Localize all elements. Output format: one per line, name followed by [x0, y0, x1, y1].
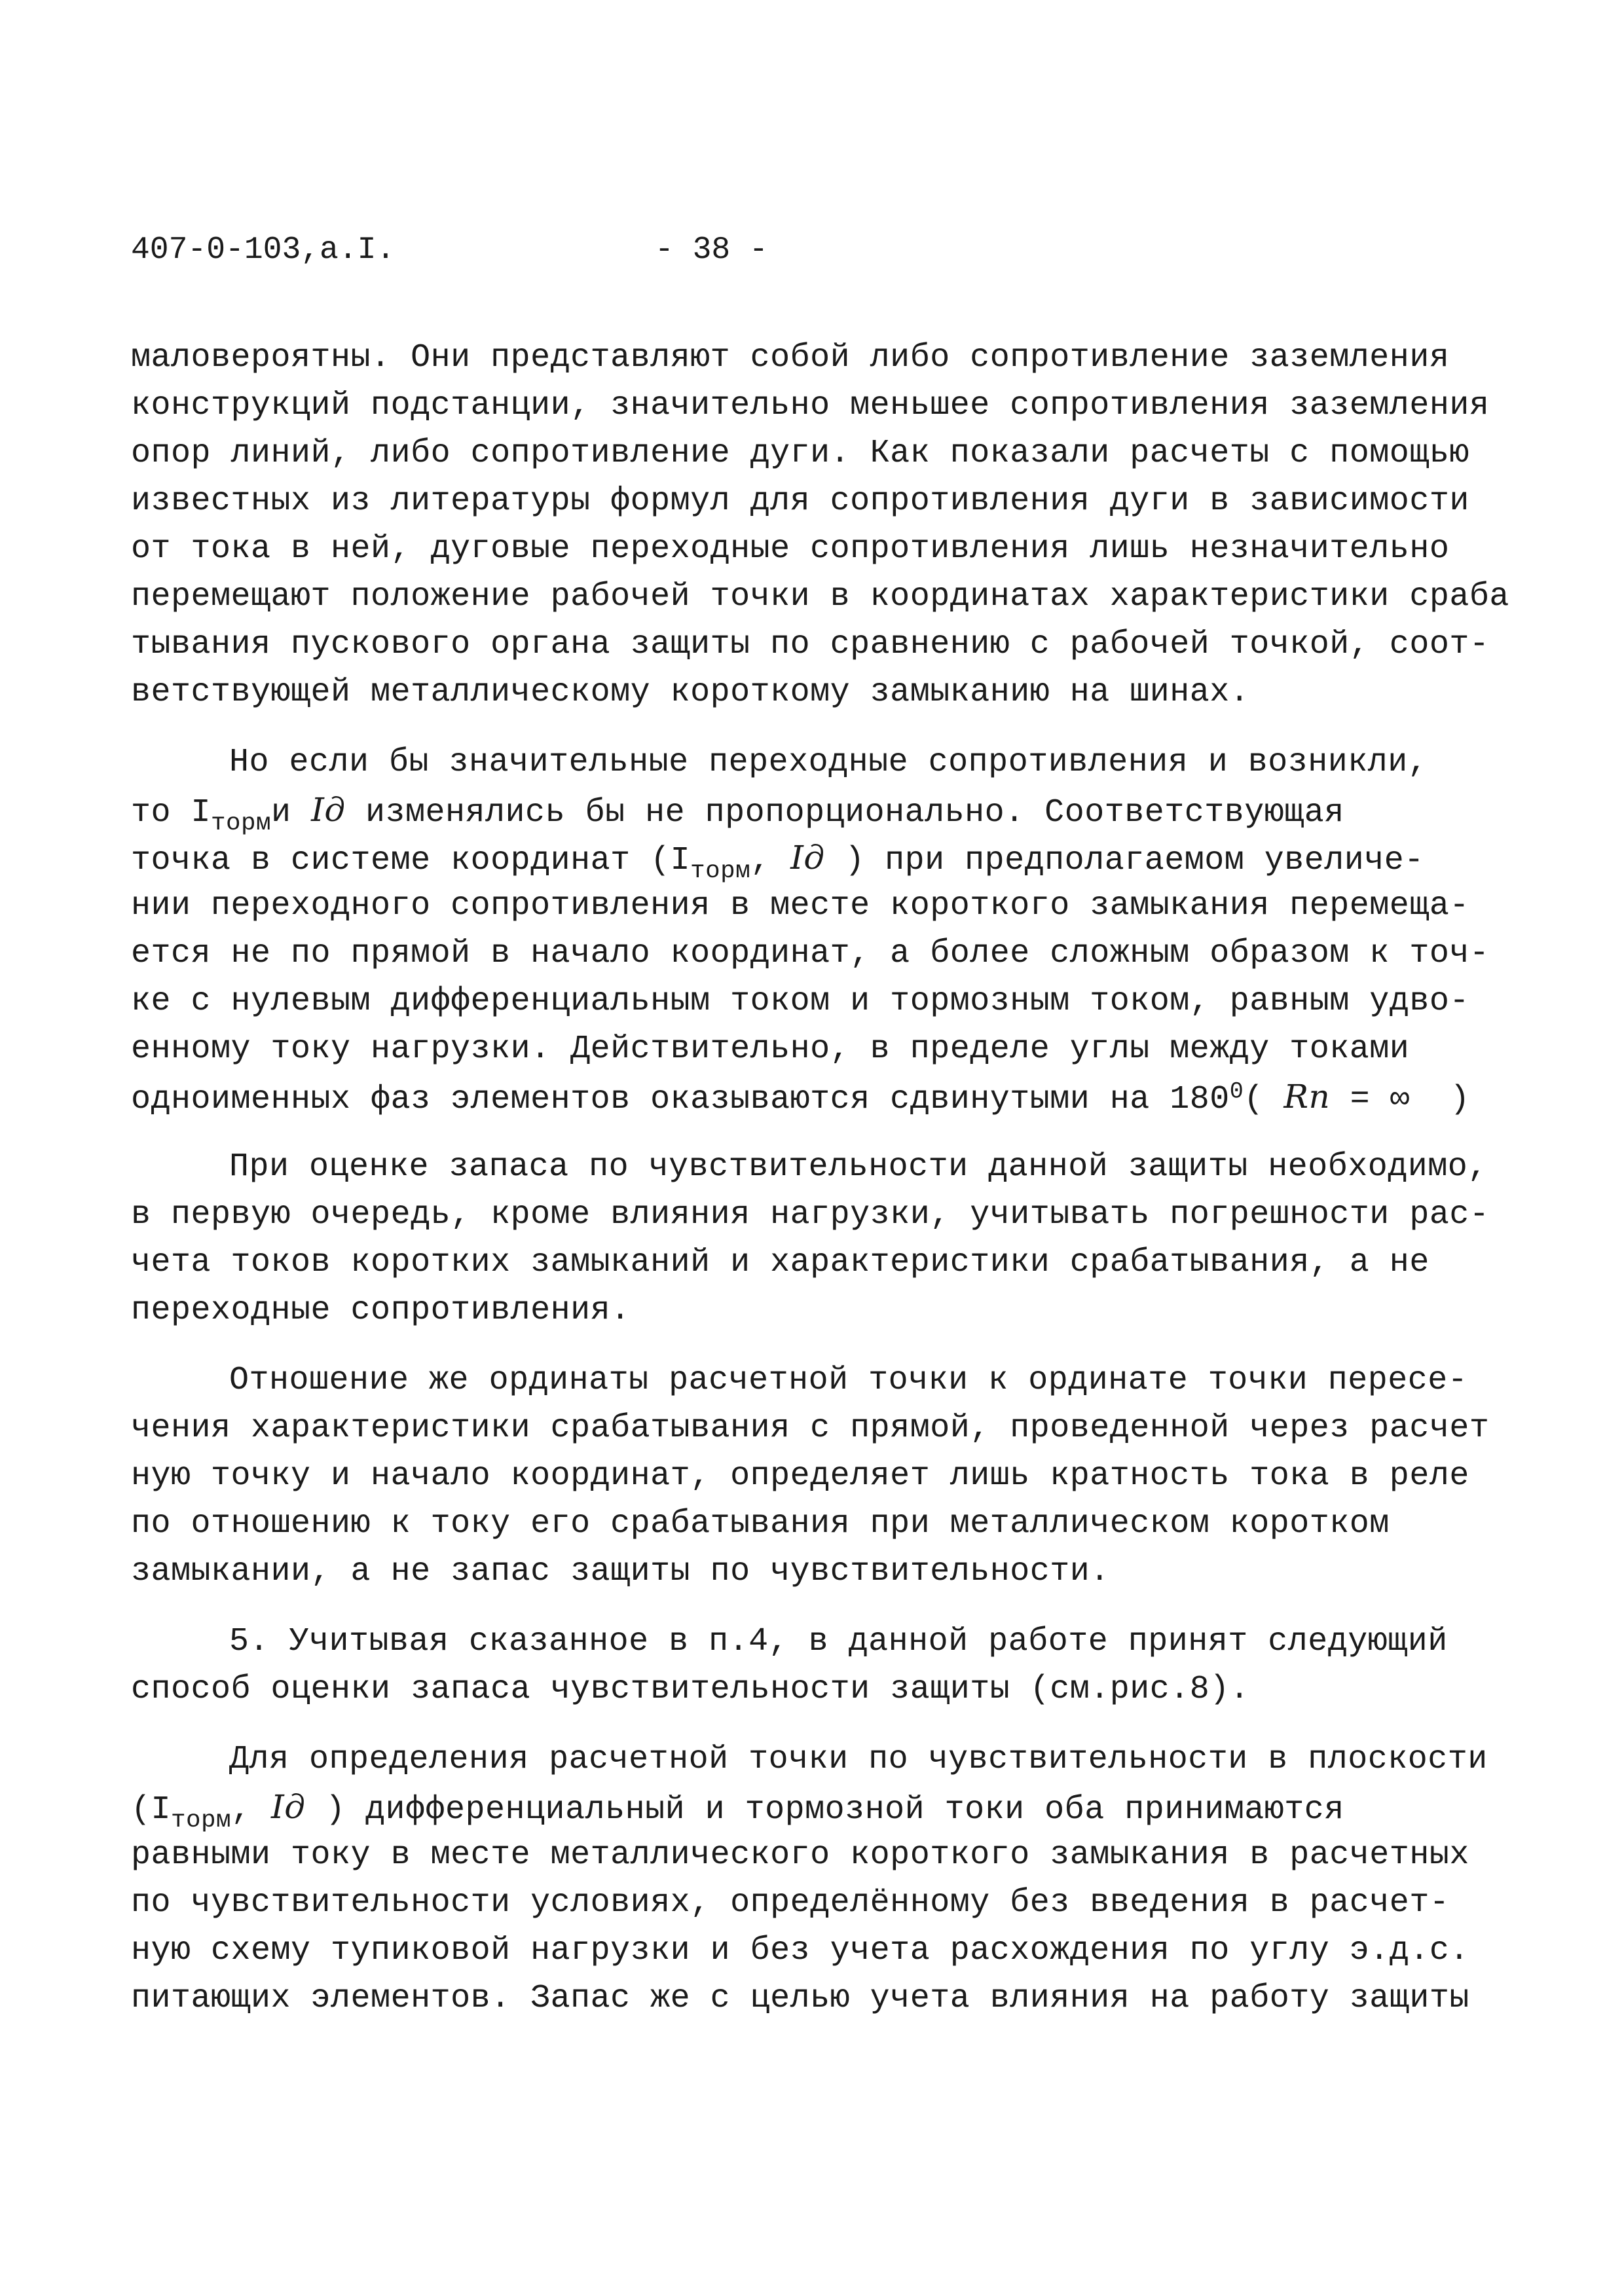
text-fragment: изменялись бы не пропорционально. Соответствующая: [345, 794, 1344, 831]
text-line: Для определения расчетной точки по чувствительности в плоскости: [229, 1741, 1488, 1778]
text-line: конструкций подстанции, значительно меньшее сопротивления заземления: [131, 387, 1490, 424]
math-symbol-id: Iд: [790, 839, 825, 877]
text-line: ную схему тупиковой нагрузки и без учета расхождения по углу э.д.с.: [131, 1932, 1469, 1969]
text-line-formula: [131, 1783, 1513, 1835]
text-fragment: (I: [131, 1791, 172, 1829]
text-line: нии переходного сопротивления в месте короткого замыкания перемеща-: [131, 887, 1469, 924]
text-line: ке с нулевым дифференциальным током и тормозным током, равным удво-: [131, 983, 1469, 1020]
text-line: тывания пускового органа защиты по сравнению с рабочей точкой, соот-: [131, 626, 1490, 663]
page-header: [131, 232, 1506, 285]
text-fragment: = ∞ ): [1330, 1081, 1470, 1118]
math-symbol-rn: Rп: [1283, 1078, 1331, 1116]
text-line: 5. Учитывая сказанное в п.4, в данной работе принят следующий: [229, 1623, 1448, 1660]
text-line-formula: [131, 786, 1513, 838]
text-line: замыкании, а не запас защиты по чувствительности.: [131, 1553, 1110, 1590]
text-line: способ оценки запаса чувствительности защиты (см.рис.8).: [131, 1671, 1250, 1708]
subscript-torm: торм: [690, 858, 751, 886]
superscript-degree: 0: [1229, 1078, 1244, 1105]
text-line: енному току нагрузки. Действительно, в пределе углы между токами: [131, 1030, 1410, 1068]
text-line: в первую очередь, кроме влияния нагрузки, учитывать погрешности рас-: [131, 1196, 1490, 1233]
subscript-torm: торм: [171, 1807, 232, 1835]
text-line: При оценке запаса по чувствительности данной защиты необходимо,: [229, 1148, 1488, 1186]
text-line: переходные сопротивления.: [131, 1292, 631, 1329]
text-fragment: точка в системе координат (I: [131, 842, 691, 879]
text-line: опор линий, либо сопротивление дуги. Как показали расчеты с помощью: [131, 435, 1469, 472]
math-symbol-id: Iд: [311, 791, 346, 829]
text-line: по отношению к току его срабатывания при металлическом коротком: [131, 1505, 1390, 1542]
text-line: равными току в месте металлического короткого замыкания в расчетных: [131, 1836, 1469, 1874]
text-fragment: (: [1244, 1081, 1284, 1118]
text-line: Отношение же ординаты расчетной точки к ординате точки пересе-: [229, 1362, 1468, 1399]
text-line: ную точку и начало координат, определяет лишь кратность тока в реле: [131, 1457, 1469, 1495]
text-line: по чувствительности условиях, определённому без введения в расчет-: [131, 1884, 1450, 1922]
text-line: известных из литературы формул для сопротивления дуги в зависимости: [131, 483, 1469, 520]
text-line: ется не по прямой в начало координат, а более сложным образом к точ-: [131, 935, 1490, 972]
body-text: [131, 334, 1513, 2045]
text-line: Но если бы значительные переходные сопротивления и возникли,: [229, 744, 1428, 781]
text-line-formula: [131, 834, 1513, 886]
text-line: питающих элементов. Запас же с целью учета влияния на работу защиты: [131, 1980, 1469, 2017]
text-line: перемещают положение рабочей точки в координатах характеристики сраба: [131, 578, 1509, 615]
math-symbol-id: Iд: [271, 1788, 306, 1826]
paragraph-5: [131, 1618, 1513, 1713]
paragraph-1: [131, 334, 1513, 716]
text-fragment: ) при предполагаемом увеличе-: [824, 842, 1424, 879]
paragraph-2: [131, 738, 1513, 1121]
text-fragment: ,: [750, 842, 791, 879]
text-line: ветствующей металлическому короткому замыканию на шинах.: [131, 674, 1250, 711]
text-line-formula: [131, 1073, 1513, 1121]
text-fragment: и: [271, 794, 312, 831]
text-fragment: ,: [231, 1791, 272, 1829]
text-line: маловероятны. Они представляют собой либо сопротивление заземления: [131, 339, 1450, 376]
text-line: чета токов коротких замыканий и характеристики срабатывания, а не: [131, 1244, 1430, 1281]
text-fragment: то I: [131, 794, 212, 831]
paragraph-3: [131, 1143, 1513, 1334]
document-code: 407-0-103,а.I.: [131, 232, 396, 268]
page-number: - 38 -: [655, 232, 768, 268]
paragraph-4: [131, 1357, 1513, 1595]
text-line: от тока в ней, дуговые переходные сопротивления лишь незначительно: [131, 530, 1450, 568]
text-fragment: одноименных фаз элементов оказываются сдвинутыми на 180: [131, 1081, 1230, 1118]
text-fragment: ) дифференциальный и тормозной токи оба принимаются: [305, 1791, 1344, 1829]
paragraph-6: [131, 1736, 1513, 2022]
text-line: чения характеристики срабатывания с прямой, проведенной через расчет: [131, 1410, 1490, 1447]
subscript-torm: торм: [211, 810, 272, 838]
